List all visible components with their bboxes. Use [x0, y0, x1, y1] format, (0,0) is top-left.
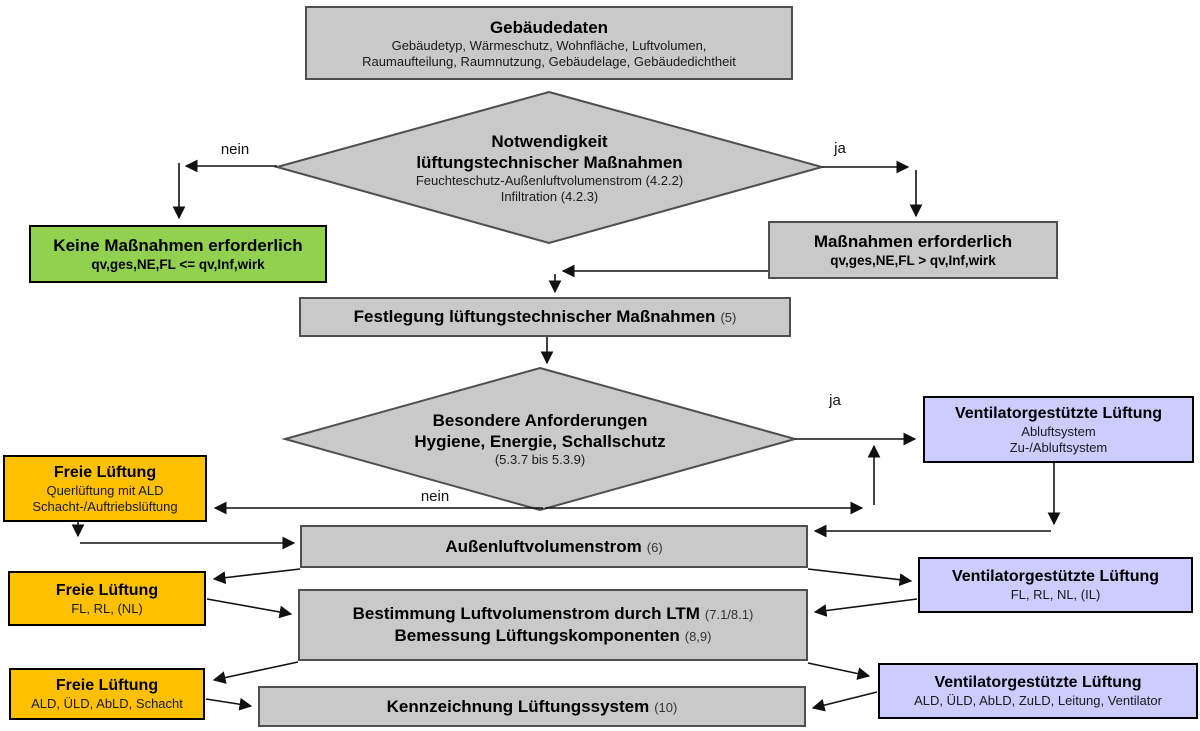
- node-kennzeichnung: [258, 686, 806, 727]
- node-notwendigkeit-sub1: Feuchteschutz-Außenluftvolumenstrom (4.2.2): [415, 172, 684, 188]
- arrow-aussenluft-to-freie2: [214, 569, 300, 579]
- node-vent-lueftung-3: [878, 663, 1198, 719]
- arrow-vent3-to-kennzeichnung: [813, 692, 877, 708]
- node-freie-lueftung-2: [8, 571, 206, 626]
- node-vent2-line1: FL, RL, NL, (IL): [1010, 587, 1101, 602]
- node-keine-massnahmen-title: Keine Maßnahmen erforderlich: [53, 236, 303, 255]
- node-bestimmung-line1: [353, 603, 754, 625]
- arrow-bestimmung-to-vent3: [808, 663, 869, 676]
- node-besondere-title1: Besondere Anforderungen: [432, 411, 648, 430]
- node-aussenluft-title: [445, 536, 662, 558]
- node-keine-massnahmen-formula: qv,ges,NE,FL <= qv,Inf,wirk: [91, 257, 265, 272]
- node-aussenluft-ref: (6): [646, 539, 663, 555]
- edge-label-ja2: ja: [829, 392, 841, 409]
- node-kennzeichnung-title: [387, 696, 678, 718]
- node-freie1-title: Freie Lüftung: [53, 463, 157, 481]
- node-freie2-line1: FL, RL, (NL): [71, 600, 143, 616]
- node-freie1-line1: Querlüftung mit ALD: [46, 482, 164, 498]
- node-vent1-line2: Zu-/Abluftsystem: [1009, 439, 1108, 455]
- arrow-bestimmung-to-freie3: [214, 662, 298, 680]
- node-massnahmen: [768, 221, 1058, 279]
- node-gebaeudedaten-title: Gebäudedaten: [489, 17, 609, 37]
- node-freie-lueftung-3: [9, 668, 205, 720]
- node-massnahmen-title: Maßnahmen erforderlich: [813, 232, 1013, 251]
- node-notwendigkeit-title2: lüftungstechnischer Maßnahmen: [416, 152, 683, 172]
- node-kennzeichnung-label: Kennzeichnung Lüftungssystem: [386, 696, 650, 716]
- node-besondere-text: [305, 378, 775, 500]
- node-besondere-ref: (5.3.7 bis 5.3.9): [494, 452, 586, 467]
- node-notwendigkeit-sub2: Infiltration (4.2.3): [500, 188, 599, 204]
- node-bestimmung-label2: Bemessung Lüftungskomponenten: [394, 626, 680, 645]
- node-festlegung: [299, 297, 791, 337]
- node-festlegung-ref: (5): [720, 310, 737, 325]
- node-festlegung-title: [354, 306, 737, 328]
- node-aussenluft-label: Außenluftvolumenstrom: [445, 536, 642, 556]
- node-bestimmung-ref2: (8,9): [684, 629, 712, 644]
- node-freie3-title: Freie Lüftung: [55, 677, 159, 694]
- node-bestimmung-line2: [395, 625, 712, 647]
- node-gebaeudedaten: [305, 6, 793, 80]
- node-vent3-title: Ventilatorgestützte Lüftung: [934, 674, 1142, 691]
- node-bestimmung-ref1: (7.1/8.1): [704, 607, 754, 622]
- node-freie-lueftung-1: [3, 455, 207, 522]
- arrow-vent2-to-bestimmung: [815, 599, 917, 612]
- node-vent-lueftung-1: [923, 396, 1194, 463]
- node-besondere-title2: Hygiene, Energie, Schallschutz: [414, 432, 666, 451]
- node-vent2-title: Ventilatorgestützte Lüftung: [951, 568, 1160, 585]
- node-bestimmung-label1: Bestimmung Luftvolumenstrom durch LTM: [352, 604, 700, 623]
- edge-label-nein1: nein: [220, 141, 250, 158]
- node-aussenluftvolumenstrom: [300, 525, 808, 568]
- node-massnahmen-formula: qv,ges,NE,FL > qv,Inf,wirk: [830, 253, 996, 268]
- node-vent3-line1: ALD, ÜLD, AbLD, ZuLD, Leitung, Ventilator: [914, 693, 1162, 708]
- node-keine-massnahmen: [29, 225, 327, 283]
- node-vent-lueftung-2: [918, 557, 1193, 613]
- node-freie2-title: Freie Lüftung: [55, 581, 159, 599]
- arrow-aussenluft-to-vent2: [808, 569, 911, 581]
- node-notwendigkeit-title1: Notwendigkeit: [491, 131, 608, 151]
- arrow-freie2-to-bestimmung: [207, 599, 291, 614]
- node-vent1-title: Ventilatorgestützte Lüftung: [954, 404, 1163, 422]
- node-notwendigkeit-text: [297, 100, 802, 235]
- node-vent1-line1: Abluftsystem: [1021, 423, 1096, 439]
- node-kennzeichnung-ref: (10): [654, 699, 678, 715]
- node-festlegung-label: Festlegung lüftungstechnischer Maßnahmen: [353, 307, 716, 326]
- node-gebaeudedaten-line2: Raumaufteilung, Raumnutzung, Gebäudelage, Gebäudedichtheit: [362, 53, 736, 69]
- node-freie1-line2: Schacht-/Auftriebslüftung: [32, 498, 178, 514]
- arrow-freie3-to-kennzeichnung: [206, 699, 251, 706]
- edge-label-nein2: nein: [420, 488, 450, 505]
- node-bestimmung: [298, 589, 808, 661]
- node-freie3-line1: ALD, ÜLD, AbLD, Schacht: [31, 696, 183, 711]
- edge-label-ja1: ja: [834, 140, 846, 157]
- node-gebaeudedaten-line1: Gebäudetyp, Wärmeschutz, Wohnfläche, Luftvolumen,: [391, 37, 707, 53]
